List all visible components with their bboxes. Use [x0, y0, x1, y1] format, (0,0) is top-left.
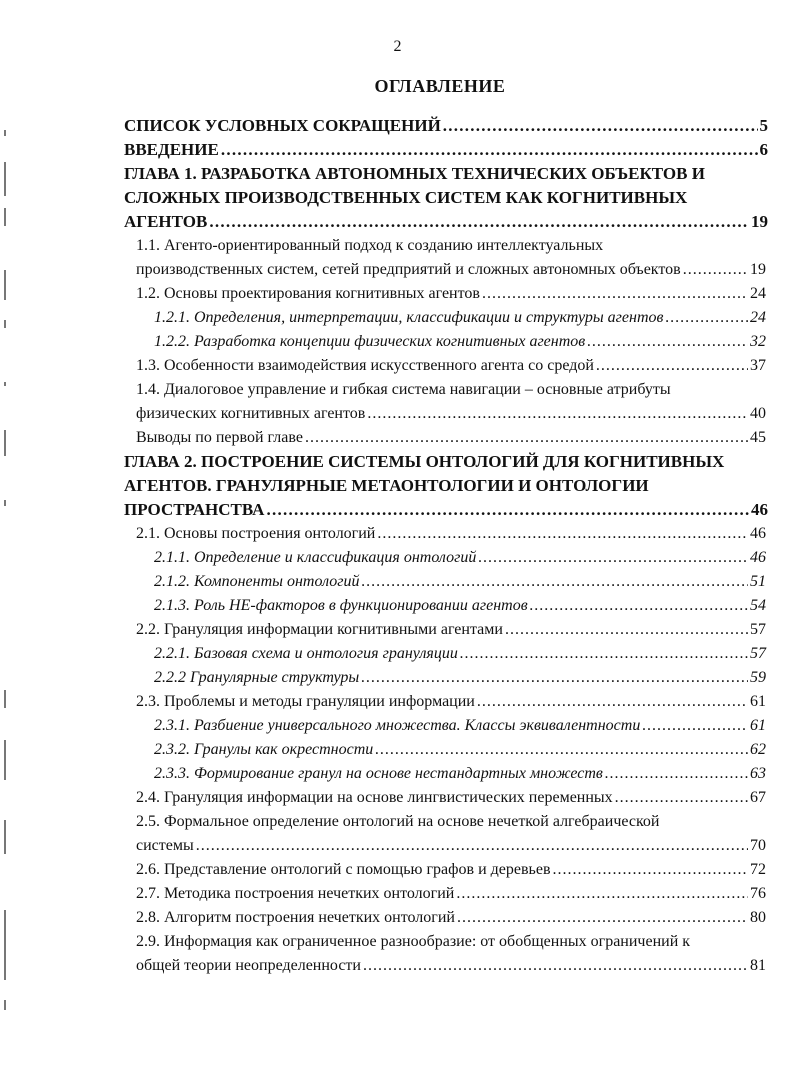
toc-entry[interactable] [124, 138, 768, 162]
toc-entry-text: Выводы по первой главе [136, 429, 303, 446]
toc-entry-text: 2.2.2 Гранулярные структуры [154, 669, 360, 686]
toc-entry-text: ГЛАВА 1. РАЗРАБОТКА АВТОНОМНЫХ ТЕХНИЧЕСКИХ ОБЪЕКТОВ И [124, 164, 705, 183]
toc-page-number: 70 [750, 837, 766, 854]
dot-leader [665, 306, 748, 330]
toc-entry-text: 1.2. Основы проектирования когнитивных агентов [136, 285, 480, 302]
toc-entry[interactable] [154, 738, 766, 762]
toc-page-number: 46 [751, 500, 768, 519]
dot-leader [361, 666, 748, 690]
toc-page-number: 40 [750, 405, 766, 422]
toc-entry-text: 2.1. Основы построения онтологий [136, 525, 376, 542]
toc-entry-text: 2.6. Представление онтологий с помощью графов и деревьев [136, 861, 551, 878]
toc-entry[interactable] [136, 618, 766, 642]
dot-leader [209, 210, 749, 234]
dot-leader [443, 114, 758, 138]
dot-leader [642, 714, 748, 738]
toc-page-number: 63 [750, 765, 766, 782]
dot-leader [456, 882, 748, 906]
dot-leader [553, 858, 749, 882]
toc-page-number: 54 [750, 597, 766, 614]
toc-page-number: 51 [750, 573, 766, 590]
dot-leader [605, 762, 748, 786]
dot-leader [305, 426, 748, 450]
toc-entry-text: 2.3.1. Разбиение универсального множества. Классы эквивалентности [154, 717, 641, 734]
toc-entry[interactable] [124, 114, 768, 138]
toc-page-number: 76 [750, 885, 766, 902]
dot-leader [482, 282, 748, 306]
toc-page-number: 19 [751, 212, 768, 231]
toc-entry[interactable] [154, 762, 766, 786]
toc-entry[interactable] [136, 354, 766, 378]
toc-title: ОГЛАВЛЕНИЕ [374, 76, 506, 96]
toc-page-number: 37 [750, 357, 766, 374]
toc-page-number: 5 [759, 116, 768, 135]
dot-leader [596, 354, 748, 378]
dot-leader [362, 570, 749, 594]
dot-leader [530, 594, 748, 618]
toc-entry-text: 2.1.1. Определение и классификация онтологий [154, 549, 477, 566]
toc-entry[interactable] [136, 234, 766, 282]
dot-leader [367, 402, 748, 426]
toc-entry-text: физических когнитивных агентов [136, 405, 366, 422]
dot-leader [375, 738, 748, 762]
toc-page-number: 19 [750, 261, 766, 278]
toc-page-number: 80 [750, 909, 766, 926]
toc-entry[interactable] [154, 642, 766, 666]
toc-entry[interactable] [136, 426, 766, 450]
toc-entry[interactable] [154, 666, 766, 690]
toc-page-number: 62 [750, 741, 766, 758]
table-of-contents [0, 114, 795, 978]
toc-entry[interactable] [154, 594, 766, 618]
toc-page-number: 24 [750, 309, 766, 326]
dot-leader [363, 954, 748, 978]
dot-leader [460, 642, 748, 666]
dot-leader [457, 906, 748, 930]
toc-entry-text: 2.1.2. Компоненты онтологий [154, 573, 360, 590]
dot-leader [615, 786, 748, 810]
toc-entry-text: АГЕНТОВ. ГРАНУЛЯРНЫЕ МЕТАОНТОЛОГИИ И ОНТОЛОГИИ [124, 476, 649, 495]
toc-entry-text: 2.3.2. Гранулы как окрестности [154, 741, 374, 758]
toc-entry-text: 2.3.3. Формирование гранул на основе нестандартных множеств [154, 765, 603, 782]
toc-entry-text: СЛОЖНЫХ ПРОИЗВОДСТВЕННЫХ СИСТЕМ КАК КОГНИТИВНЫХ [124, 188, 688, 207]
toc-entry-text: ВВЕДЕНИЕ [124, 140, 219, 159]
dot-leader [377, 522, 748, 546]
toc-page-number: 57 [750, 645, 766, 662]
page-number: 2 [393, 38, 402, 55]
toc-page-number: 67 [750, 789, 766, 806]
dot-leader [505, 618, 748, 642]
toc-entry-text: 1.4. Диалоговое управление и гибкая система навигации – основные атрибуты [136, 381, 671, 398]
toc-page-number: 81 [750, 957, 766, 974]
toc-entry[interactable] [154, 330, 766, 354]
toc-entry-text: 2.2.1. Базовая схема и онтология грануляции [154, 645, 458, 662]
toc-entry-text: 2.8. Алгоритм построения нечетких онтологий [136, 909, 455, 926]
toc-entry-text: производственных систем, сетей предприятий и сложных автономных объектов [136, 261, 681, 278]
toc-entry-text: 2.1.3. Роль НЕ-факторов в функционировании агентов [154, 597, 528, 614]
toc-entry[interactable] [136, 882, 766, 906]
toc-entry[interactable] [124, 162, 768, 234]
toc-entry[interactable] [136, 906, 766, 930]
toc-entry[interactable] [136, 930, 766, 978]
toc-page-number: 46 [750, 525, 766, 542]
toc-page-number: 6 [759, 140, 768, 159]
toc-entry-text: 2.5. Формальное определение онтологий на основе нечеткой алгебраической [136, 813, 660, 830]
toc-entry-text: 2.9. Информация как ограниченное разнообразие: от обобщенных ограничений к [136, 933, 691, 950]
dot-leader [196, 834, 748, 858]
dot-leader [477, 690, 748, 714]
toc-entry[interactable] [136, 282, 766, 306]
dot-leader [266, 498, 749, 522]
toc-page-number: 46 [750, 549, 766, 566]
toc-entry[interactable] [124, 450, 768, 522]
toc-entry-text: 2.4. Грануляция информации на основе лингвистических переменных [136, 789, 613, 806]
toc-entry[interactable] [136, 858, 766, 882]
toc-entry-text: 1.1. Агенто-ориентированный подход к созданию интеллектуальных [136, 237, 604, 254]
toc-entry[interactable] [136, 378, 766, 426]
toc-page-number: 61 [750, 693, 766, 710]
toc-entry-text: ПРОСТРАНСТВА [124, 500, 265, 519]
toc-entry[interactable] [154, 306, 766, 330]
toc-page-number: 72 [750, 861, 766, 878]
toc-entry[interactable] [136, 522, 766, 546]
toc-entry[interactable] [154, 714, 766, 738]
toc-entry[interactable] [136, 786, 766, 810]
toc-entry[interactable] [154, 546, 766, 570]
toc-entry-text: 1.3. Особенности взаимодействия искусственного агента со средой [136, 357, 594, 374]
toc-page-number: 61 [750, 717, 766, 734]
toc-page-number: 45 [750, 429, 766, 446]
toc-entry-text: 1.2.2. Разработка концепции физических когнитивных агентов [154, 333, 586, 350]
toc-entry[interactable] [136, 690, 766, 714]
toc-entry[interactable] [154, 570, 766, 594]
toc-entry-text: СПИСОК УСЛОВНЫХ СОКРАЩЕНИЙ [124, 116, 441, 135]
toc-entry-text: системы [136, 837, 194, 854]
toc-entry-text: 1.2.1. Определения, интерпретации, классификации и структуры агентов [154, 309, 664, 326]
dot-leader [587, 330, 748, 354]
toc-page-number: 24 [750, 285, 766, 302]
dot-leader [683, 258, 748, 282]
toc-entry-text: АГЕНТОВ [124, 212, 208, 231]
dot-leader [221, 138, 758, 162]
toc-page-number: 32 [750, 333, 766, 350]
toc-entry-text: 2.3. Проблемы и методы грануляции информации [136, 693, 475, 710]
toc-page-number: 57 [750, 621, 766, 638]
toc-entry[interactable] [136, 810, 766, 858]
toc-entry-text: 2.7. Методика построения нечетких онтологий [136, 885, 455, 902]
toc-entry-text: общей теории неопределенности [136, 957, 361, 974]
dot-leader [478, 546, 748, 570]
toc-entry-text: ГЛАВА 2. ПОСТРОЕНИЕ СИСТЕМЫ ОНТОЛОГИЙ ДЛЯ КОГНИТИВНЫХ [124, 452, 725, 471]
toc-page-number: 59 [750, 669, 766, 686]
toc-entry-text: 2.2. Грануляция информации когнитивными агентами [136, 621, 503, 638]
